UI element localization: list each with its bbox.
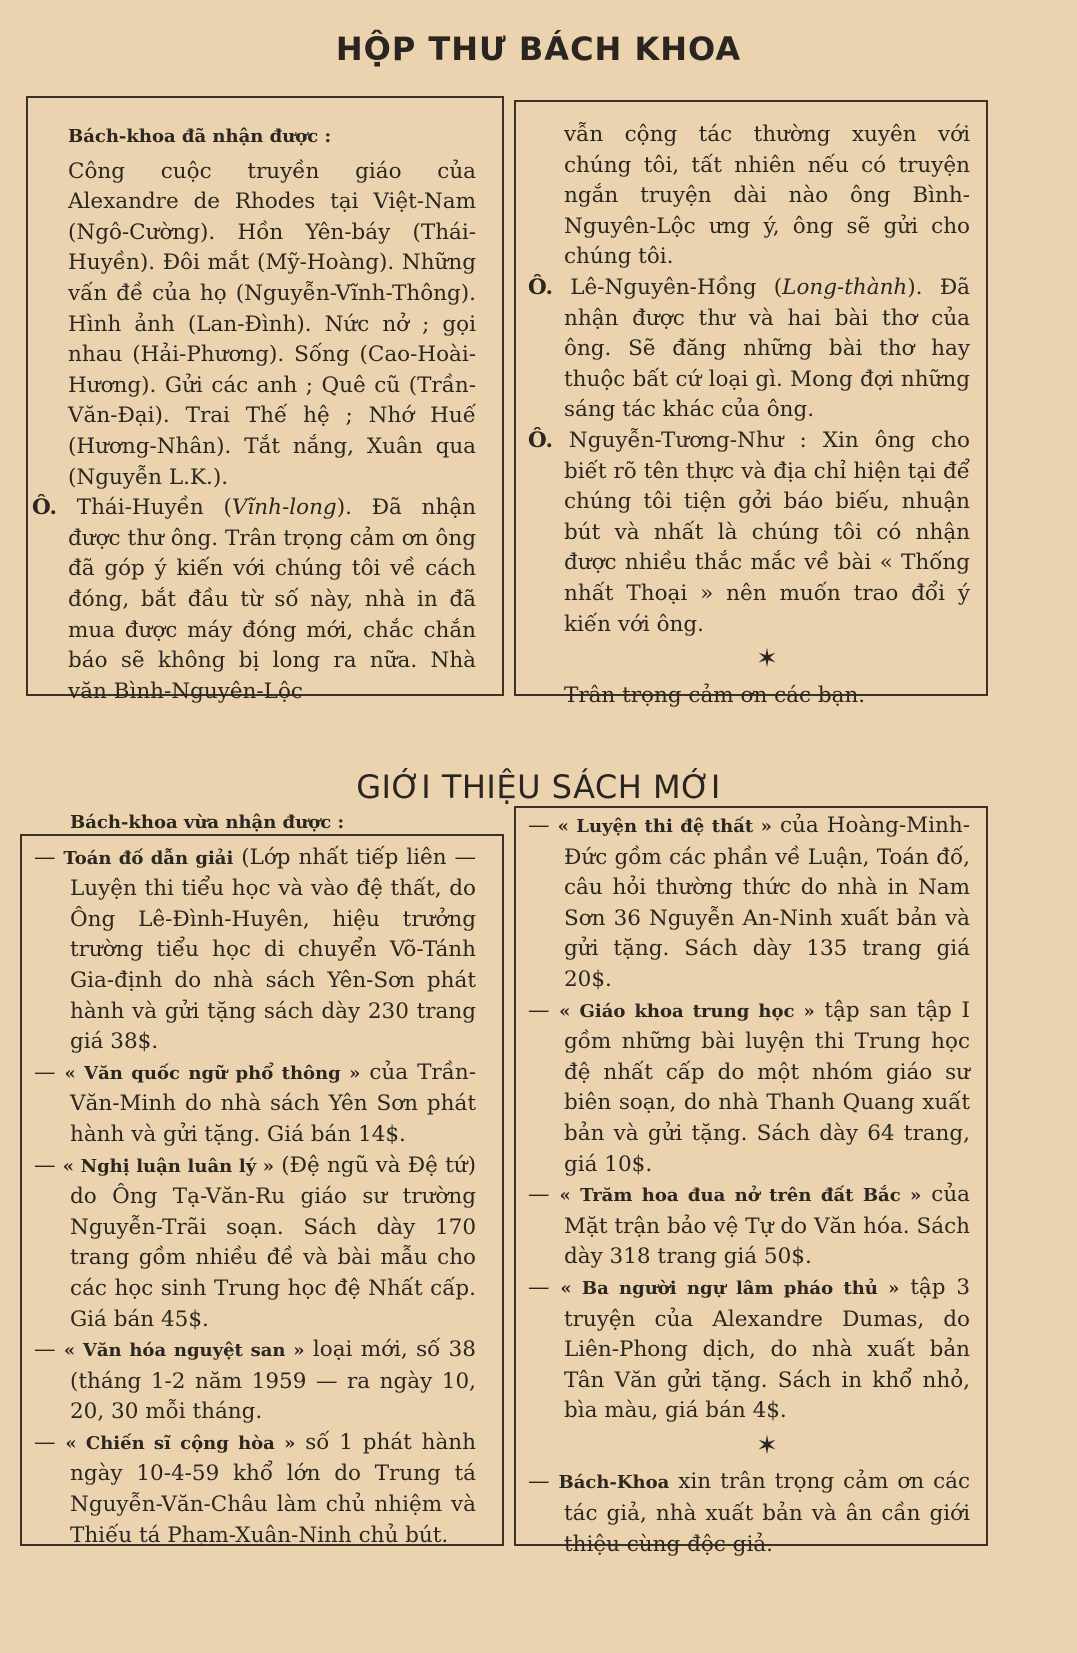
books-right-column (528, 811, 970, 1560)
book-entry (528, 1273, 970, 1427)
book-title: « Trăm hoa đua nở trên đất Bắc » (559, 1185, 922, 1207)
star-ornament-icon: ✶ (756, 644, 778, 675)
book-entry (34, 1058, 476, 1151)
letter-thai-huyen: Ô. Thái-Huyền (Vĩnh-long). Đã nhận được thư ông. Trân trọng cảm ơn ông đã góp ý kiến với chúng tôi về cách đóng, bắt đầu từ số này, nhà in đã mua được máy đóng mới, chắc chắn báo sẽ không bị long ra nữa. Nhà văn Bình-Nguyên-Lộc (32, 495, 476, 704)
book-entry (34, 1335, 476, 1428)
books-closing (528, 1467, 970, 1560)
book-title: « Nghị luận luân lý » (62, 1155, 275, 1177)
book-description: của Mặt trận bảo vệ Tự do Văn hóa. Sách dày 318 trang giá 50$. (564, 1182, 970, 1270)
dash: — (528, 1274, 550, 1300)
dash: — (528, 1182, 550, 1208)
dash: — (34, 844, 56, 870)
book-title: « Văn quốc ngữ phổ thông » (64, 1062, 361, 1084)
letter-body-part1: Đã nhận được thư ông. Trân trọng cảm ơn ông đã góp ý kiến với chúng tôi về cách đóng, bắt đầu từ số này, nhà in đã mua được máy đóng mới, chắc chắn báo sẽ không bị long ra nữa. Nhà văn Bình-Nguyên-Lộc (68, 495, 476, 704)
letter-nguyen-tuong-nhu: Ô. Nguyễn-Tương-Như : Xin ông cho biết rõ tên thực và địa chỉ hiện tại để chúng tôi tiện gởi báo biếu, nhuận bút và nhất là chúng tôi có nhận được nhiều thắc mắc về bài « Thống nhất Thoại » nên muốn trao đổi ý kiến với ông. (528, 427, 970, 637)
letter-name: Nguyễn-Tương-Như (568, 427, 784, 453)
mailbox-left-column (32, 122, 476, 707)
letter-thai-huyen-continued: vẫn cộng tác thường xuyên với chúng tôi, tất nhiên nếu có truyện ngắn truyện dài nào ông Bình-Nguyên-Lộc ưng ý, ông sẽ gửi cho chúng tôi. (564, 122, 970, 270)
mailbox-received-label: Bách-khoa đã nhận được : (68, 126, 332, 147)
books-right-list (528, 811, 970, 1427)
dash: — (528, 1469, 550, 1495)
book-title: « Ba người ngự lâm pháo thủ » (560, 1277, 900, 1299)
book-description: số 1 phát hành ngày 10-4-59 khổ lớn do Trung tá Nguyễn-Văn-Châu làm chủ nhiệm và Thiếu tá Phạm-Xuân-Ninh chủ bút. (70, 1429, 476, 1548)
mailbox-closing: Trân trọng cảm ơn các bạn. (564, 682, 866, 708)
new-books-heading: GIỚI THIỆU SÁCH MỚI (356, 768, 721, 806)
book-description: (Đệ ngũ và Đệ tứ) do Ông Tạ-Văn-Ru giáo sư trường Nguyễn-Trãi soạn. Sách dày 170 trang gồm nhiều đề và bài mẫu cho các học sinh Trung học đệ Nhất cấp. Giá bán 45$. (70, 1152, 476, 1332)
book-title: « Chiến sĩ cộng hòa » (65, 1432, 296, 1454)
letter-body: Đã nhận được thư và hai bài thơ của ông. Sẽ đăng những bài thơ hay thuộc bất cứ loại gì. Mong đợi những sáng tác khác của ông. (564, 274, 970, 423)
dash: — (34, 1059, 56, 1085)
book-description: (Lớp nhất tiếp liên — Luyện thi tiểu học và vào đệ thất, do Ông Lê-Đình-Huyên, hiệu trưởng trường tiểu học di chuyển Võ-Tánh Gia-định do nhà sách Yên-Sơn phát hành và gửi tặng sách dày 230 trang giá 38$. (70, 844, 476, 1055)
books-closing-title: Bách-Khoa (558, 1472, 670, 1494)
book-entry (528, 996, 970, 1181)
books-left-column (34, 808, 476, 1551)
mailbox-heading: HỘP THƯ BÁCH KHOA (335, 30, 742, 68)
book-entry (34, 1428, 476, 1551)
letter-place: Vĩnh-long (231, 495, 337, 521)
book-title: Toán đố dẫn giải (63, 847, 234, 869)
book-entry (528, 811, 970, 996)
book-entry (34, 1151, 476, 1336)
mailbox-received-list: Công cuộc truyền giáo của Alexandre de Rhodes tại Việt-Nam (Ngô-Cường). Hồn Yên-báy (Thái-Huyền). Đôi mắt (Mỹ-Hoàng). Những vấn đề của họ (Nguyễn-Vĩnh-Thông). Hình ảnh (Lan-Đình). Nức nở ; gọi nhau (Hải-Phương). Sống (Cao-Hoài-Hương). Gửi các anh ; Quê cũ (Trần-Văn-Đại). Trai Thế hệ ; Nhớ Huế (Hương-Nhân). Tắt nắng, Xuân qua (Nguyễn L.K.). (68, 158, 476, 490)
dash: — (528, 813, 550, 838)
book-title: « Luyện thi đệ thất » (557, 816, 772, 837)
book-title: « Giáo khoa trung học » (559, 1000, 815, 1022)
book-title: « Văn hóa nguyệt san » (63, 1340, 305, 1362)
letter-name: Thái-Huyền (76, 495, 204, 521)
book-description: của Hoàng-Minh-Đức gồm các phần về Luận, Toán đố, câu hỏi thường thức do nhà in Nam Sơn 36 Nguyễn An-Ninh xuất bản và gửi tặng. Sách dày 135 trang giá 20$. (564, 813, 970, 992)
books-closing-text: xin trân trọng cảm ơn các tác giả, nhà xuất bản và ân cần giới thiệu cùng độc giả. (564, 1469, 970, 1557)
dash: — (528, 997, 550, 1023)
dash: — (34, 1152, 56, 1178)
book-entry (528, 1180, 970, 1273)
letter-marker: Ô. (528, 274, 553, 300)
dash: — (34, 1429, 56, 1455)
letter-le-nguyen-hong: Ô. Lê-Nguyên-Hồng (Long-thành). Đã nhận được thư và hai bài thơ của ông. Sẽ đăng những bài thơ hay thuộc bất cứ loại gì. Mong đợi những sáng tác khác của ông. (528, 274, 970, 423)
book-description: loại mới, số 38 (tháng 1-2 năm 1959 — ra ngày 10, 20, 30 mỗi tháng. (70, 1337, 476, 1425)
star-ornament-icon: ✶ (756, 1430, 778, 1461)
mailbox-right-column (528, 120, 970, 711)
letter-marker: Ô. (528, 427, 553, 453)
book-description: tập san tập I gồm những bài luyện thi Trung học đệ nhất cấp do một nhóm giáo sư biên soạn, do nhà Thanh Quang xuất bản và gửi tặng. Sách dày 64 trang, giá 10$. (564, 997, 970, 1177)
books-left-list (34, 843, 476, 1552)
letter-name: Lê-Nguyên-Hồng (570, 274, 757, 300)
letter-marker: Ô. (32, 495, 57, 521)
book-entry (34, 843, 476, 1058)
book-description: của Trần-Văn-Minh do nhà sách Yên Sơn phát hành và gửi tặng. Giá bán 14$. (70, 1059, 476, 1147)
dash: — (34, 1337, 56, 1363)
books-received-label: Bách-khoa vừa nhận được : (70, 812, 345, 833)
letter-body: Xin ông cho biết rõ tên thực và địa chỉ hiện tại để chúng tôi tiện gởi báo biếu, nhuận bút và nhất là chúng tôi có nhận được nhiều thắc mắc về bài « Thống nhất Thoại » nên muốn trao đổi ý kiến với ông. (564, 427, 970, 637)
letter-place: Long-thành (782, 274, 908, 300)
book-description: tập 3 truyện của Alexandre Dumas, do Liên-Phong dịch, do nhà xuất bản Tân Văn gửi tặng. Sách in khổ nhỏ, bìa màu, giá bán 4$. (564, 1274, 970, 1424)
